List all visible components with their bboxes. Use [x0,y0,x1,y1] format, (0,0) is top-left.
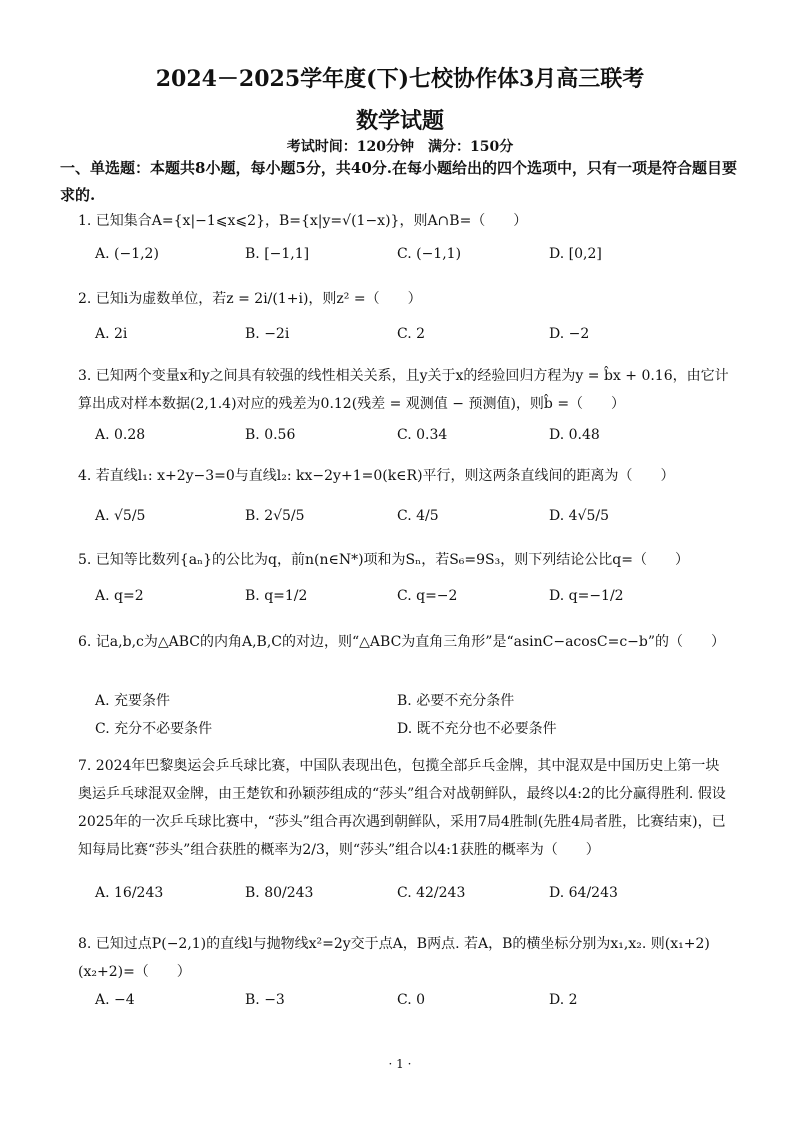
question-2-stem: 2. 已知i为虚数单位，若z = 2i/(1+i)，则z² =（ ） [78,291,422,307]
q6-option-c: C. 充分不必要条件 [95,721,213,737]
q4-option-c: C. 4/5 [397,508,439,524]
q7-option-a: A. 16/243 [95,885,164,901]
question-7-stem: 7. 2024年巴黎奥运会乒乓球比赛，中国队表现出色，包揽全部乒乓金牌，其中混双是中国历史上第一块奥运乒乓球混双金牌，由王楚钦和孙颖莎组成的“莎头”组合对战朝鲜队，最终以4:2的比分赢得胜利. 假设2025年的一次乒乓球比赛中，“莎头”组合再次遇到朝鲜队，采用7局4胜制(先胜4局者胜，比赛结束)，已知每局比赛“莎头”组合获胜的概率为2/3，则“莎头”组合以4:1获胜的概率为（ ） [78,758,726,858]
exam-meta: 考试时间：120分钟 满分：150分 [286,139,514,155]
question-5-stem: 5. 已知等比数列{aₙ}的公比为q，前n(n∈N*)项和为Sₙ，若S₆=9S₃，则下列结论公比q=（ ） [78,552,689,568]
q2-option-c: C. 2 [397,326,426,342]
question-8-stem: 8. 已知过点P(−2,1)的直线l与抛物线x²=2y交于点A，B两点. 若A，B的横坐标分别为x₁,x₂. 则(x₁+2)(x₂+2)=（ ） [78,936,710,980]
q5-option-c: C. q=−2 [397,588,458,604]
question-3-stem: 3. 已知两个变量x和y之间具有较强的线性相关关系，且y关于x的经验回归方程为y = b̂x + 0.16，由它计算出成对样本数据(2,1.4)对应的残差为0.12(残差 = 观测值 − 预测值)，则b̂ =（ ） [78,368,729,412]
page-number: · 1 · [388,1057,412,1071]
q5-option-d: D. q=−1/2 [549,588,624,604]
q4-option-d: D. 4√5/5 [549,508,609,524]
q4-option-b: B. 2√5/5 [245,508,305,524]
q1-option-d: D. [0,2] [549,246,602,262]
q4-option-a: A. √5/5 [95,508,146,524]
q8-option-c: C. 0 [397,992,426,1008]
q3-option-b: B. 0.56 [245,427,296,443]
question-1-stem: 1. 已知集合A={x|−1⩽x⩽2}，B={x|y=√(1−x)}，则A∩B=（ ） [78,213,528,229]
exam-subtitle: 数学试题 [355,108,444,134]
q2-option-d: D. −2 [549,326,590,342]
q8-option-b: B. −3 [245,992,285,1008]
q1-option-a: A. (−1,2) [95,246,159,262]
q8-option-d: D. 2 [549,992,578,1008]
q1-option-b: B. [−1,1] [245,246,310,262]
q3-option-c: C. 0.34 [397,427,448,443]
q2-option-a: A. 2i [95,326,128,342]
question-6-stem: 6. 记a,b,c为△ABC的内角A,B,C的对边，则“△ABC为直角三角形”是“asinC−acosC=c−b”的（ ） [78,634,726,650]
q6-option-b: B. 必要不充分条件 [397,693,515,709]
q3-option-a: A. 0.28 [95,427,146,443]
question-4-stem: 4. 若直线l₁: x+2y−3=0与直线l₂: kx−2y+1=0(k∈R)平行，则这两条直线间的距离为（ ） [78,468,675,484]
q6-option-d: D. 既不充分也不必要条件 [397,721,557,737]
exam-title: 2024－2025学年度(下)七校协作体3月高三联考 [155,66,645,92]
q2-option-b: B. −2i [245,326,290,342]
q7-option-b: B. 80/243 [245,885,314,901]
q5-option-b: B. q=1/2 [245,588,308,604]
q6-option-a: A. 充要条件 [95,693,171,709]
q7-option-d: D. 64/243 [549,885,618,901]
q3-option-d: D. 0.48 [549,427,600,443]
q5-option-a: A. q=2 [95,588,144,604]
q8-option-a: A. −4 [95,992,135,1008]
q1-option-c: C. (−1,1) [397,246,462,262]
section-heading: 一、单选题：本题共8小题，每小题5分，共40分.在每小题给出的四个选项中，只有一项是符合题目要求的. [60,159,737,204]
q7-option-c: C. 42/243 [397,885,466,901]
